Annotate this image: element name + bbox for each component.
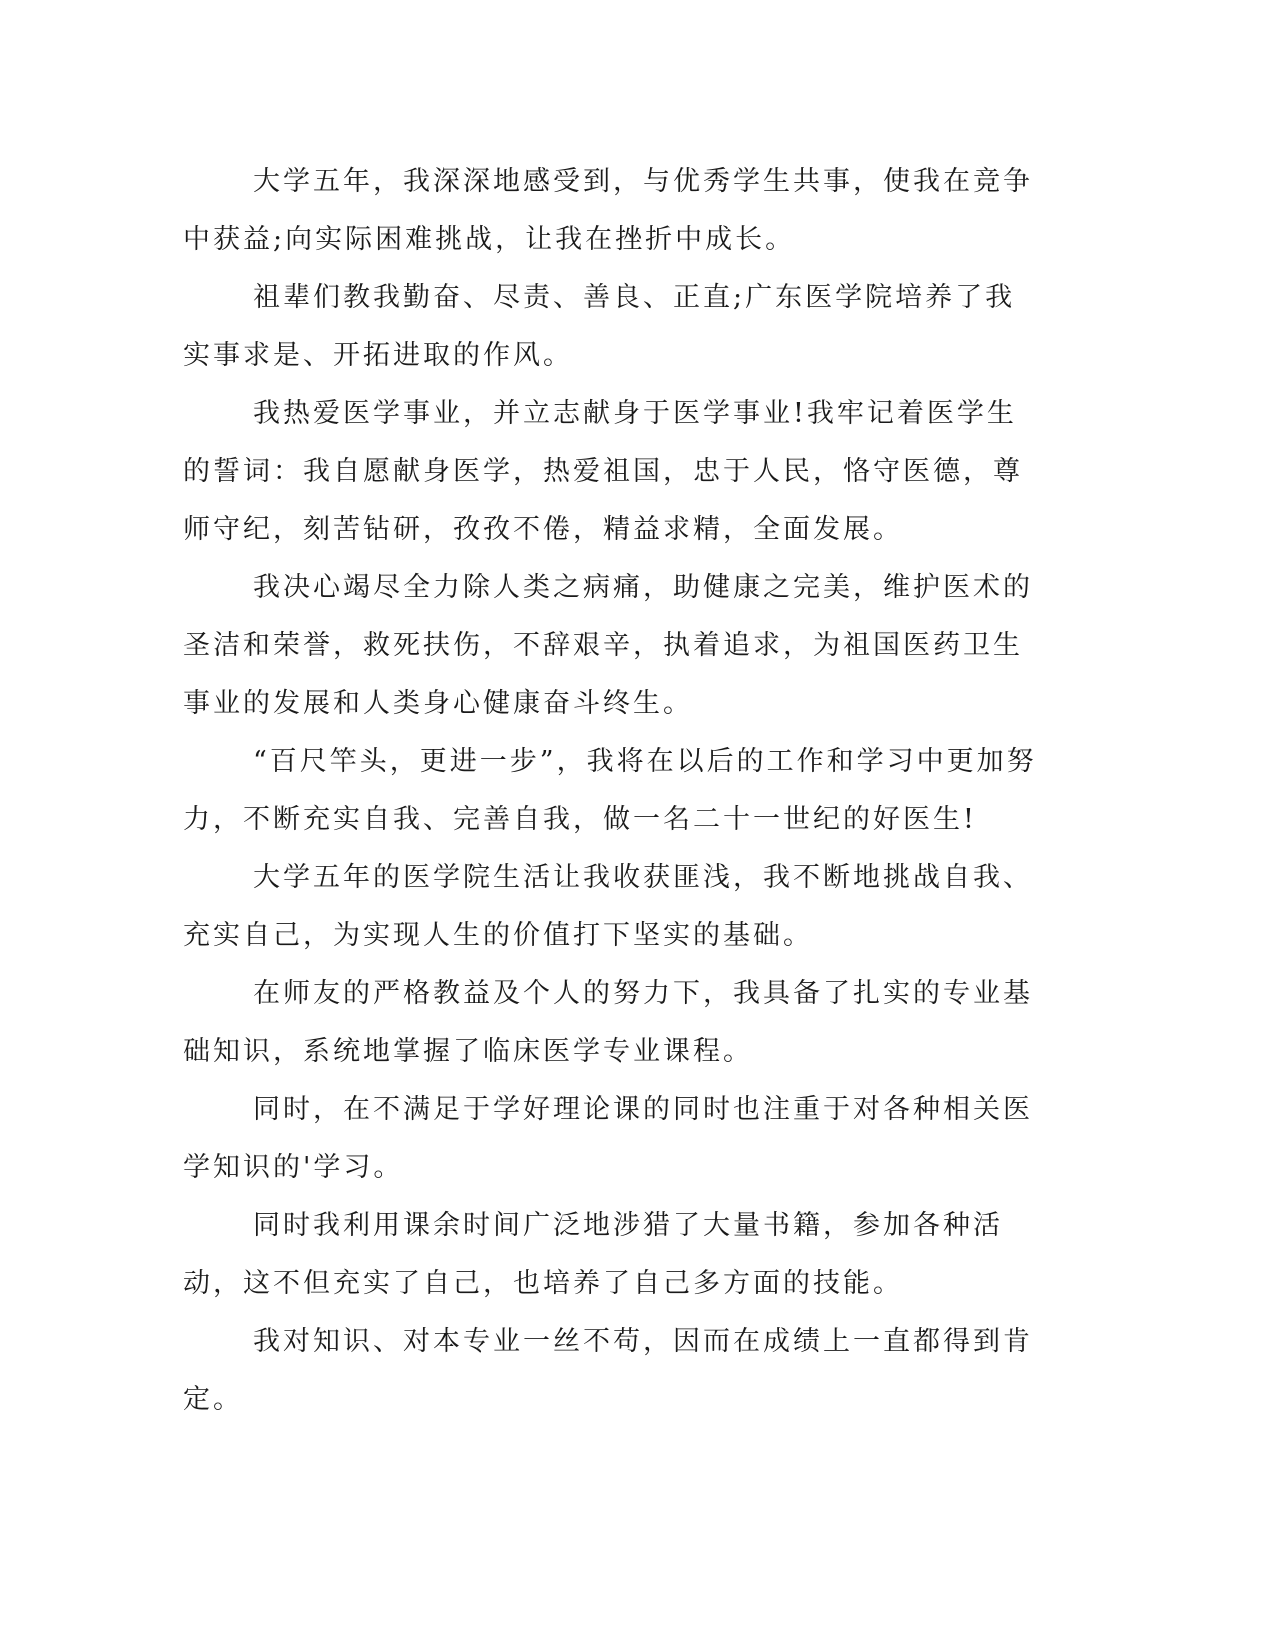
paragraph-5: “百尺竿头，更进一步”，我将在以后的工作和学习中更加努力，不断充实自我、完善自我，做一名二十一世纪的好医生! [183,746,1037,835]
paragraph-3: 我热爱医学事业，并立志献身于医学事业!我牢记着医学生的誓词：我自愿献身医学，热爱祖国，忠于人民，恪守医德，尊师守纪，刻苦钻研，孜孜不倦，精益求精，全面发展。 [183,398,1023,545]
paragraph-9: 同时我利用课余时间广泛地涉猎了大量书籍，参加各种活动，这不但充实了自己，也培养了自己多方面的技能。 [183,1210,1003,1299]
paragraph-1: 大学五年，我深深地感受到，与优秀学生共事，使我在竞争中获益;向实际困难挑战，让我在挫折中成长。 [183,166,1033,255]
paragraph-6: 大学五年的医学院生活让我收获匪浅，我不断地挑战自我、充实自己，为实现人生的价值打下坚实的基础。 [183,862,1033,951]
document-body [183,153,1043,1429]
paragraph-10: 我对知识、对本专业一丝不苟，因而在成绩上一直都得到肯定。 [183,1326,1033,1415]
paragraph-2: 祖辈们教我勤奋、尽责、善良、正直;广东医学院培养了我实事求是、开拓进取的作风。 [183,282,1016,371]
paragraph-7: 在师友的严格教益及个人的努力下，我具备了扎实的专业基础知识，系统地掌握了临床医学专业课程。 [183,978,1033,1067]
paragraph-4: 我决心竭尽全力除人类之病痛，助健康之完美，维护医术的圣洁和荣誉，救死扶伤，不辞艰辛，执着追求，为祖国医药卫生事业的发展和人类身心健康奋斗终生。 [183,572,1033,719]
paragraph-8: 同时，在不满足于学好理论课的同时也注重于对各种相关医学知识的'学习。 [183,1094,1033,1183]
